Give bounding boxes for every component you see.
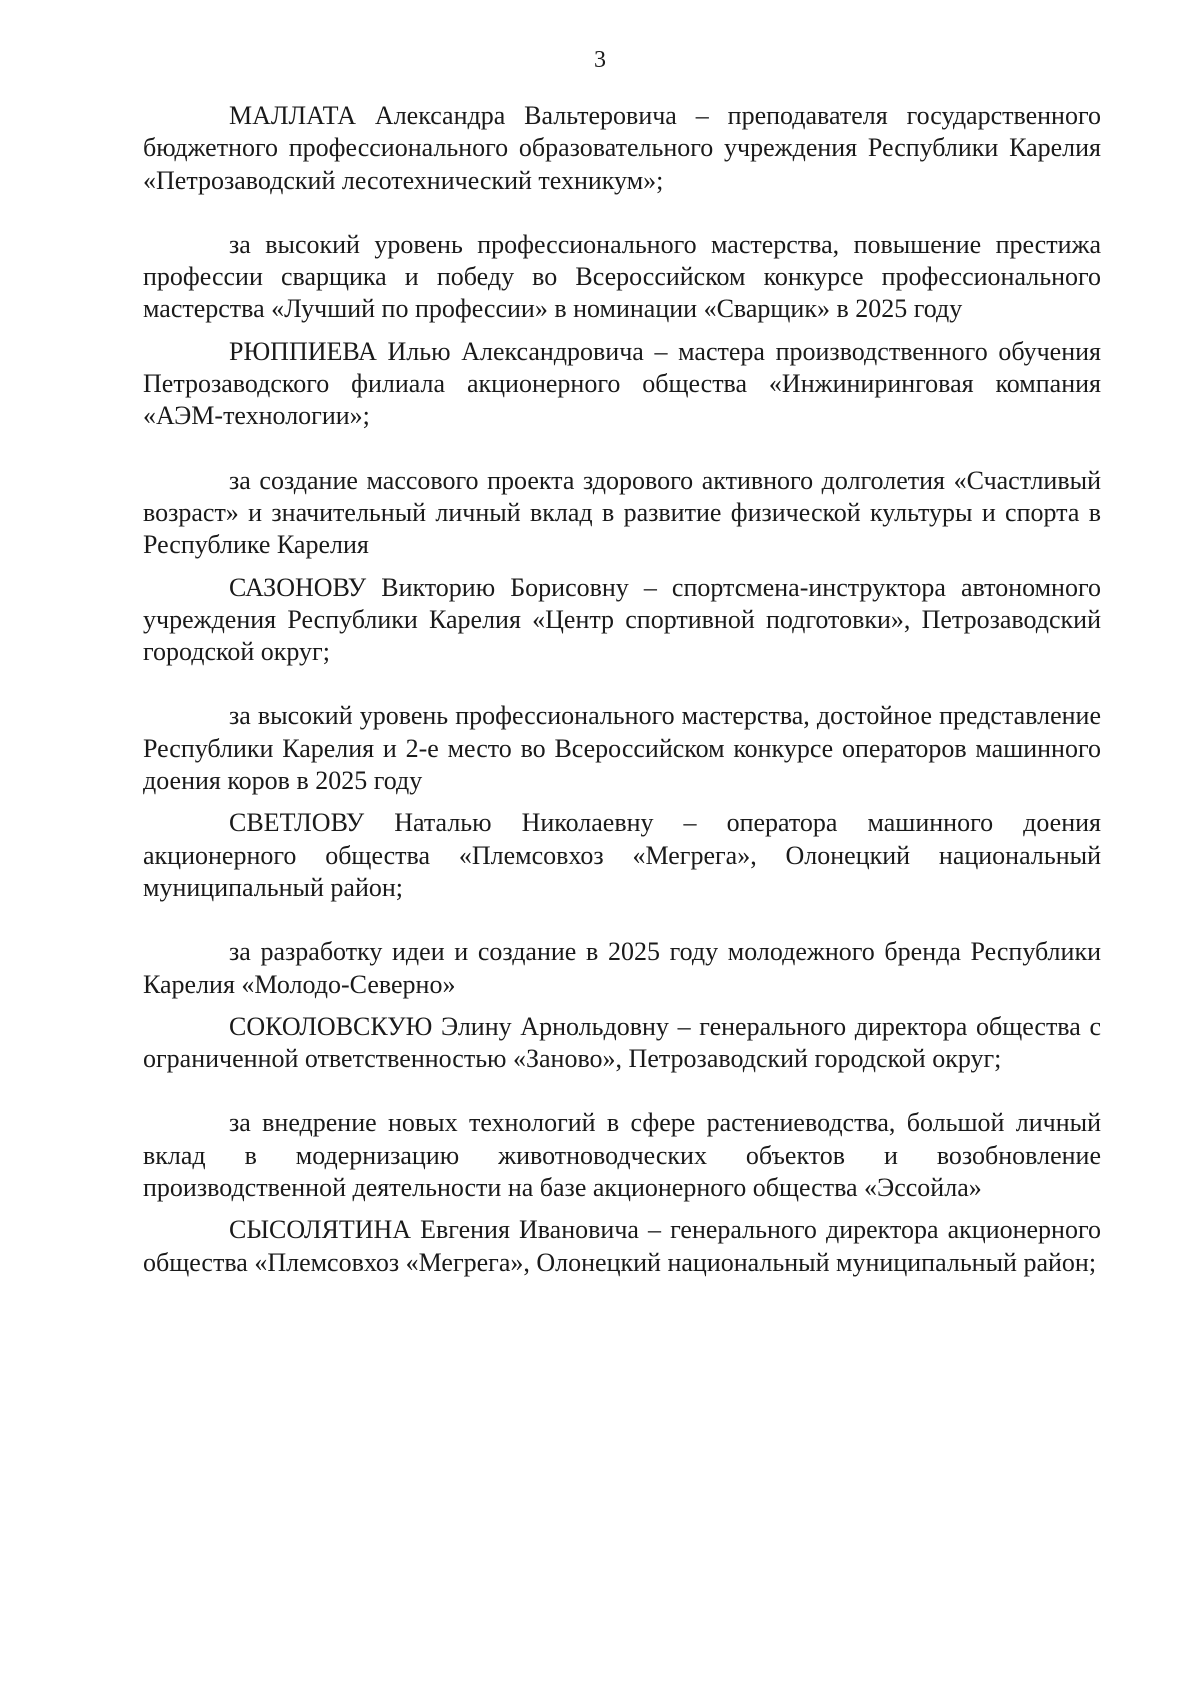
awardee-paragraph: СОКОЛОВСКУЮ Элину Арнольдовну – генерального директора общества с ограниченной ответственностью «Заново», Петрозаводский городской округ; bbox=[143, 1011, 1101, 1074]
document-body bbox=[143, 100, 1101, 1311]
awardee-paragraph: СВЕТЛОВУ Наталью Николаевну – оператора машинного доения акционерного общества «Племсовхоз «Мегрега», Олонецкий национальный муниципальный район; bbox=[143, 808, 1101, 902]
award-entry bbox=[143, 1214, 1101, 1279]
award-reason-paragraph: за высокий уровень профессионального мастерства, достойное представление Республики Карелия и 2-е место во Всероссийском конкурсе операторов машинного доения коров в 2025 году bbox=[143, 701, 1101, 796]
awardee-paragraph: МАЛЛАТА Александра Вальтеровича – преподавателя государственного бюджетного профессионального образовательного учреждения Республики Карелия «Петрозаводский лесотехнический техникум»; bbox=[143, 101, 1101, 195]
award-entry bbox=[143, 1011, 1101, 1204]
awardee-paragraph: СЫСОЛЯТИНА Евгения Ивановича – генерального директора акционерного общества «Племсовхоз «Мегрега», Олонецкий национальный муниципальный район; bbox=[143, 1215, 1101, 1277]
award-reason-paragraph: за высокий уровень профессионального мастерства, повышение престижа профессии сварщика и победу во Всероссийском конкурсе профессионального мастерства «Лучший по профессии» в номинации «Сварщик» в 2025 году bbox=[143, 229, 1101, 324]
award-entry bbox=[143, 336, 1101, 562]
awardee-paragraph: РЮППИЕВА Илью Александровича – мастера производственного обучения Петрозаводского филиала акционерного общества «Инжиниринговая компания «АЭМ-технологии»; bbox=[143, 336, 1101, 431]
award-entry bbox=[143, 807, 1101, 1000]
award-reason-paragraph: за разработку идеи и создание в 2025 году молодежного бренда Республики Карелия «Молодо-Северно» bbox=[143, 937, 1101, 999]
award-entry bbox=[143, 572, 1101, 798]
awardee-paragraph: САЗОНОВУ Викторию Борисовну – спортсмена-инструктора автономного учреждения Республики Карелия «Центр спортивной подготовки», Петрозаводский городской округ; bbox=[143, 572, 1101, 667]
award-reason-paragraph: за внедрение новых технологий в сфере растениеводства, большой личный вклад в модернизацию животноводческих объектов и возобновление производственной деятельности на базе акционерного общества «Эссойла» bbox=[143, 1108, 1101, 1203]
award-reason-paragraph: за создание массового проекта здорового активного долголетия «Счастливый возраст» и значительный личный вклад в развитие физической культуры и спорта в Республике Карелия bbox=[143, 465, 1101, 560]
award-entry bbox=[143, 100, 1101, 326]
page-number: 3 bbox=[594, 47, 606, 73]
